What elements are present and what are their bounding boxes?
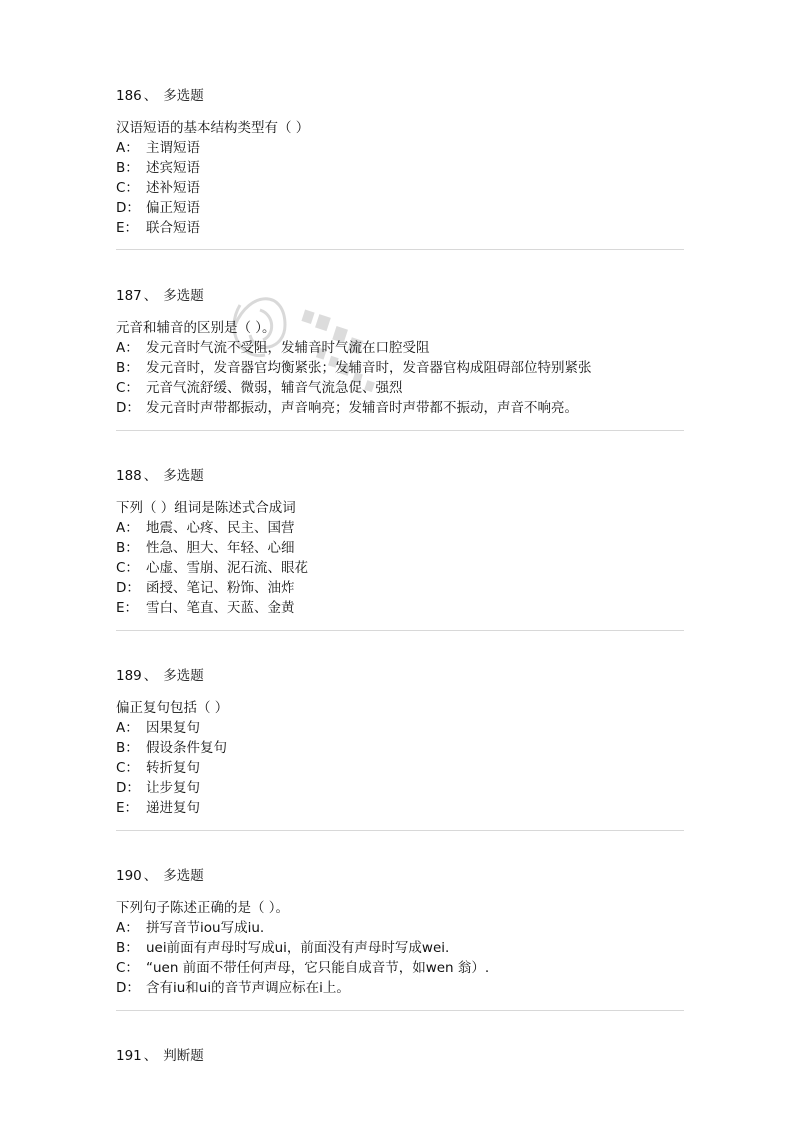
question-stem: 偏正复句包括（ ） [116,700,229,716]
question-number: 188 [116,468,142,484]
question-divider [116,630,684,631]
option-letter: D： [116,580,140,596]
option-letter: C： [116,960,139,976]
option-a [116,918,684,938]
option-e [116,218,684,238]
option-e [116,798,684,818]
question-stem: 汉语短语的基本结构类型有（ ） [116,120,310,136]
option-text: 偏正短语 [146,200,200,216]
option-d [116,578,684,598]
question-stem: 元音和辅音的区别是（ ）。 [116,320,276,336]
question-divider [116,1010,684,1011]
option-letter: C： [116,560,139,576]
question-number: 190 [116,868,142,884]
option-a [116,138,684,158]
question-separator: 、 [143,1048,158,1064]
option-text: uei前面有声母时写成ui，前面没有声母时写成wei. [146,940,450,956]
option-a [116,718,684,738]
option-letter: D： [116,200,140,216]
question-header [116,286,684,306]
question-number: 191 [116,1048,142,1064]
option-letter: A： [116,520,139,536]
option-text: 联合短语 [146,220,200,236]
option-text: 让步复句 [146,780,200,796]
question-separator: 、 [143,868,158,884]
question-type: 多选题 [163,868,204,884]
option-letter: E： [116,800,139,816]
option-b [116,358,684,378]
option-letter: B： [116,360,139,376]
question-separator: 、 [143,468,158,484]
option-letter: C： [116,380,139,396]
question-189 [116,666,684,818]
option-text: 性急、胆大、年轻、心细 [146,540,295,556]
option-text: 转折复句 [146,760,200,776]
question-header [116,866,684,886]
option-c [116,958,684,978]
option-letter: A： [116,920,139,936]
option-text: 地震、心疼、民主、国营 [146,520,295,536]
option-letter: D： [116,780,140,796]
option-c [116,178,684,198]
question-type: 多选题 [163,88,204,104]
option-text: 拼写音节iou写成iu. [146,920,265,936]
question-187 [116,286,684,418]
option-text: 发元音时声带都振动，声音响亮；发辅音时声带都不振动，声音不响亮。 [146,400,578,416]
option-b [116,738,684,758]
option-e [116,598,684,618]
option-letter: E： [116,600,139,616]
option-letter: E： [116,220,139,236]
option-b [116,938,684,958]
question-type: 多选题 [163,668,204,684]
option-text: 元音气流舒缓、微弱，辅音气流急促、强烈 [146,380,403,396]
option-b [116,538,684,558]
option-letter: B： [116,540,139,556]
question-divider [116,249,684,250]
option-text: 含有iu和ui的音节声调应标在i上。 [146,980,350,996]
option-c [116,378,684,398]
option-letter: C： [116,760,139,776]
question-separator: 、 [143,668,158,684]
question-divider [116,430,684,431]
option-letter: A： [116,720,139,736]
question-separator: 、 [143,288,158,304]
option-d [116,978,684,998]
option-d [116,198,684,218]
option-letter: D： [116,400,140,416]
option-d [116,778,684,798]
question-number: 187 [116,288,142,304]
option-letter: D： [116,980,140,996]
option-b [116,158,684,178]
option-letter: A： [116,140,139,156]
option-text: 假设条件复句 [146,740,227,756]
option-a [116,338,684,358]
question-188 [116,466,684,618]
option-letter: B： [116,740,139,756]
question-type: 多选题 [163,468,204,484]
option-letter: B： [116,160,139,176]
option-d [116,398,684,418]
option-text: 函授、笔记、粉饰、油炸 [146,580,295,596]
question-type: 多选题 [163,288,204,304]
question-header [116,86,684,106]
question-191 [116,1046,684,1066]
option-text: 递进复句 [146,800,200,816]
option-text: 心虚、雪崩、泥石流、眼花 [146,560,308,576]
question-number: 189 [116,668,142,684]
option-a [116,518,684,538]
option-c [116,758,684,778]
question-separator: 、 [143,88,158,104]
option-text: 发元音时，发音器官均衡紧张；发辅音时，发音器官构成阻碍部位特别紧张 [146,360,592,376]
question-stem: 下列（ ）组词是陈述式合成词 [116,500,296,516]
question-190 [116,866,684,998]
question-header [116,466,684,486]
option-letter: A： [116,340,139,356]
question-divider [116,830,684,831]
option-c [116,558,684,578]
question-stem: 下列句子陈述正确的是（ ）。 [116,900,290,916]
question-186 [116,86,684,238]
option-text: 主谓短语 [146,140,200,156]
option-text: 雪白、笔直、天蓝、金黄 [146,600,295,616]
option-text: “uen 前面不带任何声母，它只能自成音节，如wen 翁）. [146,960,490,976]
option-text: 发元音时气流不受阻，发辅音时气流在口腔受阻 [146,340,430,356]
question-type: 判断题 [163,1048,204,1064]
option-text: 述补短语 [146,180,200,196]
option-letter: B： [116,940,139,956]
option-letter: C： [116,180,139,196]
option-text: 述宾短语 [146,160,200,176]
option-text: 因果复句 [146,720,200,736]
question-header [116,1046,684,1066]
question-number: 186 [116,88,142,104]
question-header [116,666,684,686]
